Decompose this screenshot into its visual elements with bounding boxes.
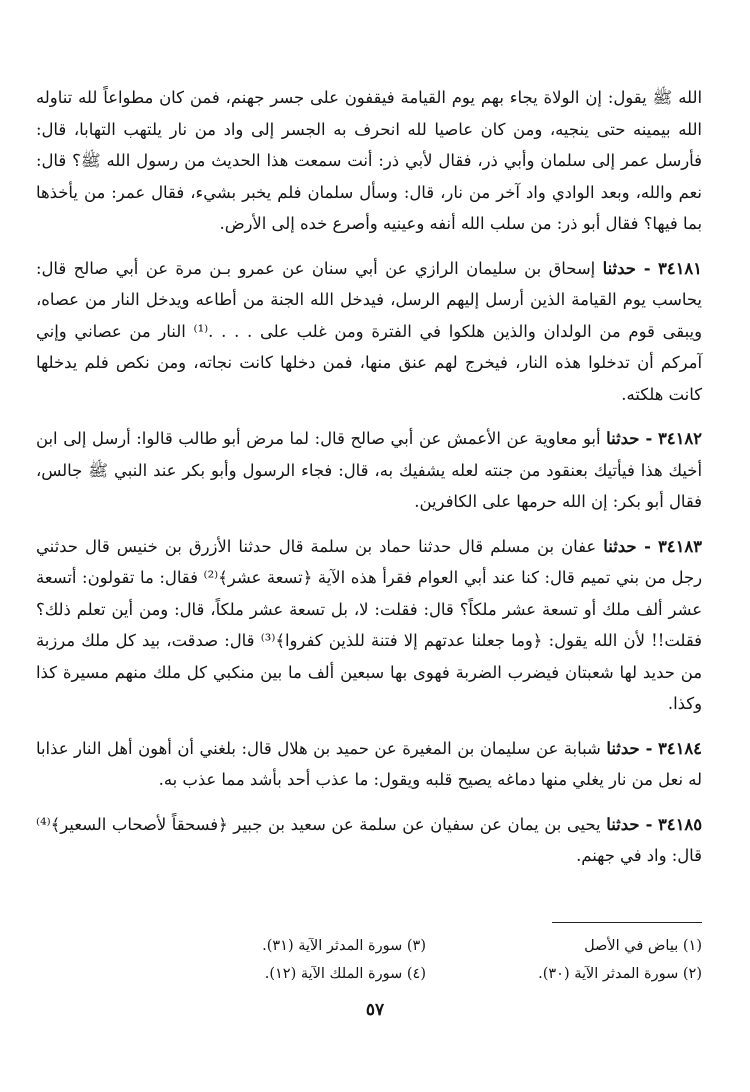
hadith-heading: - حدثنا xyxy=(603,536,651,556)
hadith-text: شبابة عن سليمان بن المغيرة عن حميد بن هلال قال: بلغني أن أهون أهل النار عذابا له نعل من نار يغلي منها دماغه يصيح قلبه ويقول: ما عذب أحد بأشد مما عذب به. xyxy=(36,738,702,789)
hadith-number: ٣٤١٨٢ xyxy=(657,429,702,448)
footnote-3: (٣) سورة المدثر الآية (٣١). xyxy=(262,938,426,954)
hadith-heading: - حدثنا xyxy=(606,429,653,448)
hadith-number: ٣٤١٨١ xyxy=(657,258,702,278)
hadith-heading: - حدثنا xyxy=(606,738,653,758)
hadith-34182 xyxy=(36,423,702,518)
hadith-number: ٣٤١٨٣ xyxy=(657,536,702,556)
hadith-text: عفان بن مسلم قال حدثنا حماد بن سلمة قال حدثنا الأزرق بن خنيس قال حدثني رجل من بني تميم قال: كنا عند أبي العوام فقرأ هذه الآية ﴿تسعة عشر﴾⁽²⁾ فقال: ما تقولون: أتسعة عشر ألف ملك أو تسعة عشر ملكاً؟ قال: فقلت: لا، بل تسعة عشر ملكاً، قال: ومن أين تعلم ذلك؟ فقلت!! لأن الله يقول: ﴿وما جعلنا عدتهم إلا فتنة للذين كفروا﴾⁽³⁾ قال: صدقت، بيد كل ملك مرزبة من حديد لها شعبتان فيضرب الضربة فهوى بها سبعين ألف ما بين منكبي كل ملك منهم مسيرة كذا وكذا. xyxy=(36,536,702,713)
hadith-heading: - حدثنا xyxy=(602,258,651,278)
hadith-34185 xyxy=(36,809,702,872)
hadith-34183 xyxy=(36,531,702,720)
hadith-number: ٣٤١٨٥ xyxy=(657,814,703,834)
footnote-2: (٢) سورة المدثر الآية (٣٠). xyxy=(538,966,702,982)
footnote-divider xyxy=(552,922,702,923)
hadith-34181 xyxy=(36,253,702,411)
hadith-text: أبو معاوية عن الأعمش عن أبي صالح قال: لما مرض أبو طالب قالوا: أرسل إلى ابن أخيك هذا فيأتيك بعنقود من جنته لعله يشفيك به، قال: فجاء الرسول وأبو بكر عند النبي ﷺ جالس، فقال أبو بكر: إن الله حرمها على الكافرين. xyxy=(36,429,702,511)
hadith-text: إسحاق بن سليمان الرازي عن أبي سنان عن عمرو بـن مرة عن أبي صالح قال: يحاسب يوم القيامة الذين أرسل إليهم الرسل، فيدخل الله الجنة من أطاعه ويدخل النار من عصاه، ويبقى قوم من الولدان والذين هلكوا في الفترة ومن غلب على . . . .⁽¹⁾ النار من عصاني وإني آمركم أن تدخلوا هذه النار، فيخرج لهم عنق منها، فمن دخلها كانت نجاته، ومن نكص فلم يدخلها كانت هلكته. xyxy=(36,258,702,404)
footnote-1: (١) بياض في الأصل xyxy=(584,938,702,954)
footnotes xyxy=(200,934,702,986)
hadith-34184 xyxy=(36,733,702,796)
hadith-heading: - حدثنا xyxy=(606,814,653,834)
hadith-number: ٣٤١٨٤ xyxy=(657,738,702,758)
page-number: ٥٧ xyxy=(365,1000,385,1020)
hadith-text: يحيى بن يمان عن سفيان عن سلمة عن سعيد بن جبير ﴿فسحقاً لأصحاب السعير﴾⁽⁴⁾ قال: واد في جهنم. xyxy=(36,814,702,865)
footnote-4: (٤) سورة الملك الآية (١٢). xyxy=(264,966,426,982)
paragraph-continuation: الله ﷺ يقول: إن الولاة يجاء بهم يوم القيامة فيقفون على جسر جهنم، فمن كان مطواعاً لله تناوله الله بيمينه حتى ينجيه، ومن كان عاصيا لله انحرف به الجسر إلى واد من نار يلتهب التهابا، قال: فأرسل عمر إلى سلمان وأبي ذر، فقال لأبي ذر: أنت سمعت هذا الحديث من رسول الله ﷺ؟ قال: نعم والله، وبعد الوادي واد آخر من نار، قال: وسأل سلمان فلم يخبر بشيء، فقال عمر: من يأخذها بما فيها؟ فقال أبو ذر: من سلب الله أنفه وعينيه وأصرع خده إلى الأرض. xyxy=(36,88,702,233)
